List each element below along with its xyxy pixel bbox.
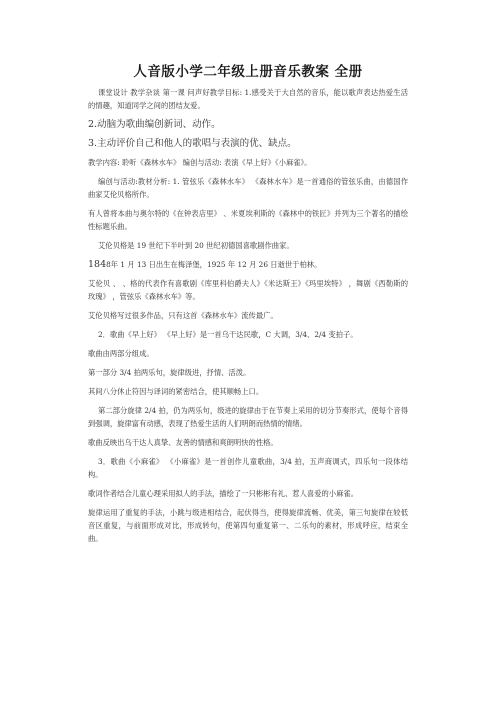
paragraph-text: 3.主动评价自己和他人的歌唱与表演的优、缺点。 <box>88 138 297 149</box>
paragraph <box>88 239 408 252</box>
document-body <box>88 86 408 545</box>
paragraph-text: 2．歌曲《早上好》 《早上好》是一首乌干达民歌，C 大调，3/4、2/4 变拍子。 <box>98 330 358 339</box>
paragraph <box>88 328 408 341</box>
paragraph-text: 有人曾将本曲与奥尔特的《在钟表店里》 、米夏埃利斯的《森林中的铁匠》并列为三个著名的描绘性标题乐曲。 <box>88 209 408 231</box>
paragraph <box>88 347 408 360</box>
document-page <box>88 60 408 551</box>
paragraph <box>88 175 408 201</box>
paragraph <box>88 366 408 379</box>
paragraph-text: 3．歌曲《小麻雀》 《小麻雀》是一首创作儿童歌曲，3/4 拍，五声商调式，四乐句一段体结构。 <box>88 457 408 479</box>
paragraph-text: 歌曲由两部分组成。 <box>88 349 154 358</box>
paragraph-text: 课堂设计 教学杂谈 第一课 问声好教学目标: 1.感受关于大自然的音乐，能以歌声表达热爱生活的情趣，知道同学之间的团结友爱。 <box>88 88 408 110</box>
paragraph <box>88 258 408 271</box>
paragraph <box>88 455 408 481</box>
paragraph-text: 第一部分 3/4 拍两乐句，旋律级进，抒情、活泼。 <box>88 368 251 377</box>
paragraph-text: 歌曲反映出乌干达人真挚、友善的情感和爽朗明快的性格。 <box>88 438 278 447</box>
paragraph <box>88 506 408 545</box>
paragraph-lead-number: 184 <box>88 259 107 270</box>
paragraph-text: 艾伦贝格是 19 世纪下半叶到 20 世纪初德国喜歌剧作曲家。 <box>98 241 294 250</box>
paragraph-text: 艾伦贝格写过很多作品，只有这首《森林水车》流传最广。 <box>88 311 278 320</box>
paragraph <box>88 118 408 131</box>
paragraph-text: 歌词作者结合儿童心理采用拟人的手法，描绘了一只彬彬有礼、惹人喜爱的小麻雀。 <box>88 489 358 498</box>
paragraph-text: 其间八分休止符因与译词的紧密结合，使其顺畅上口。 <box>88 387 264 396</box>
paragraph-text: 旋律运用了重复的手法，小跳与级进相结合，起伏得当，使得旋律流畅、优美，第三句旋律在较低音区重复，与前面形成对比，形成转句，使第四句重复第一、二乐句的素材，形成呼应，结束全曲。 <box>88 508 408 543</box>
paragraph-text: 教学内容: 聆听《森林水车》 编创与活动: 表演《早上好》《小麻雀》。 <box>88 158 312 167</box>
paragraph <box>88 309 408 322</box>
paragraph <box>88 86 408 112</box>
paragraph-text: 艾伦贝 、 、格的代表作有喜歌剧《库里科伯爵夫人》《米达斯王》《玛里埃特》 ，舞剧《西勒斯的玫瑰》 ，管弦乐《森林水车》等。 <box>88 279 408 301</box>
paragraph <box>88 487 408 500</box>
paragraph <box>88 156 408 169</box>
paragraph <box>88 436 408 449</box>
paragraph-text: 8年 1 月 13 日出生在梅泽堡，1925 年 12 月 26 日逝世于柏林。 <box>106 260 322 269</box>
paragraph-text: 2.动脑为歌曲编创新词、动作。 <box>88 119 221 130</box>
paragraph <box>88 385 408 398</box>
paragraph <box>88 137 408 150</box>
document-title: 人音版小学二年级上册音乐教案 全册 <box>133 64 363 80</box>
paragraph-text: 第二部分旋律 2/4 拍，仍为两乐句，级进的旋律由于在节奏上采用的切分节奏形式，使每个音得到强调，旋律富有动感，表现了热爱生活的人们明朗而热情的情绪。 <box>88 406 408 428</box>
paragraph <box>88 277 408 303</box>
paragraph-text: 编创与活动:教材分析: 1. 管弦乐《森林水车》 《森林水车》是一首通俗的管弦乐曲，由德国作曲家艾伦贝格所作。 <box>88 177 408 199</box>
paragraph <box>88 404 408 430</box>
paragraph <box>88 207 408 233</box>
